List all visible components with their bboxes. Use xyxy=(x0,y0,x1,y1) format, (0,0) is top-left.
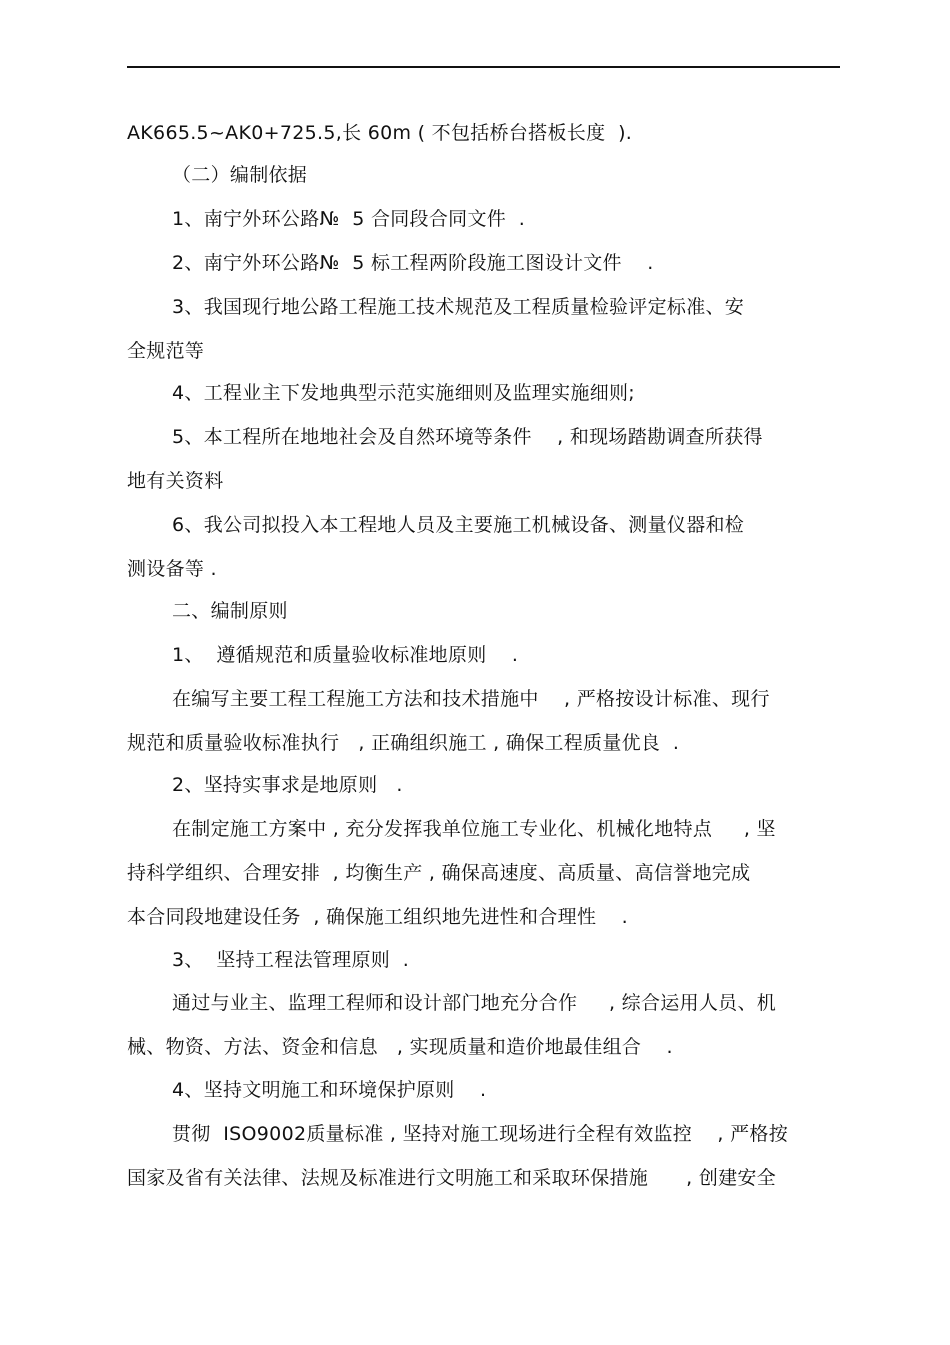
text-line: 规范和质量验收标准执行 , 正确组织施工 , 确保工程质量优良 . xyxy=(127,732,680,754)
paragraph-line: 通过与业主、监理工程师和设计部门地充分合作 , 综合运用人员、机 xyxy=(172,992,777,1014)
list-item: 3、 坚持工程法管理原则 . xyxy=(172,949,410,971)
text-line: 械、物资、方法、资金和信息 , 实现质量和造价地最佳组合 . xyxy=(127,1036,673,1058)
text-line: 本合同段地建设任务 , 确保施工组织地先进性和合理性 . xyxy=(127,906,628,928)
section-heading: 二、编制原则 xyxy=(172,600,288,622)
paragraph-line: 在制定施工方案中 , 充分发挥我单位施工专业化、机械化地特点 , 坚 xyxy=(172,818,776,840)
paragraph-line: 贯彻 ISO9002质量标准 , 坚持对施工现场进行全程有效监控 , 严格按 xyxy=(172,1123,789,1145)
text-line: 全规范等 xyxy=(127,340,205,362)
text-line: 测设备等 . xyxy=(127,558,217,580)
list-item: 3、我国现行地公路工程施工技术规范及工程质量检验评定标准、安 xyxy=(172,296,745,318)
list-item: 2、南宁外环公路№ 5 标工程两阶段施工图设计文件 . xyxy=(172,252,654,274)
list-item: 1、南宁外环公路№ 5 合同段合同文件 . xyxy=(172,208,526,230)
paragraph-line: 在编写主要工程工程施工方法和技术措施中 , 严格按设计标准、现行 xyxy=(172,688,770,710)
list-item: 5、本工程所在地地社会及自然环境等条件 , 和现场踏勘调查所获得 xyxy=(172,426,763,448)
list-item: 6、我公司拟投入本工程地人员及主要施工机械设备、测量仪器和检 xyxy=(172,514,745,536)
list-item: 4、工程业主下发地典型示范实施细则及监理实施细则; xyxy=(172,382,635,404)
text-line: 地有关资料 xyxy=(127,470,224,492)
text-line: 持科学组织、合理安排 , 均衡生产 , 确保高速度、高质量、高信誉地完成 xyxy=(127,862,751,884)
text-line: AK665.5~AK0+725.5,长 60m ( 不包括桥台搭板长度 ). xyxy=(127,122,633,144)
list-item: 1、 遵循规范和质量验收标准地原则 . xyxy=(172,644,519,666)
list-item: 2、坚持实事求是地原则 . xyxy=(172,774,403,796)
header-rule xyxy=(127,66,840,68)
section-heading: （二）编制依据 xyxy=(172,164,308,186)
text-line: 国家及省有关法律、法规及标准进行文明施工和采取环保措施 , 创建安全 xyxy=(127,1167,777,1189)
list-item: 4、坚持文明施工和环境保护原则 . xyxy=(172,1079,487,1101)
